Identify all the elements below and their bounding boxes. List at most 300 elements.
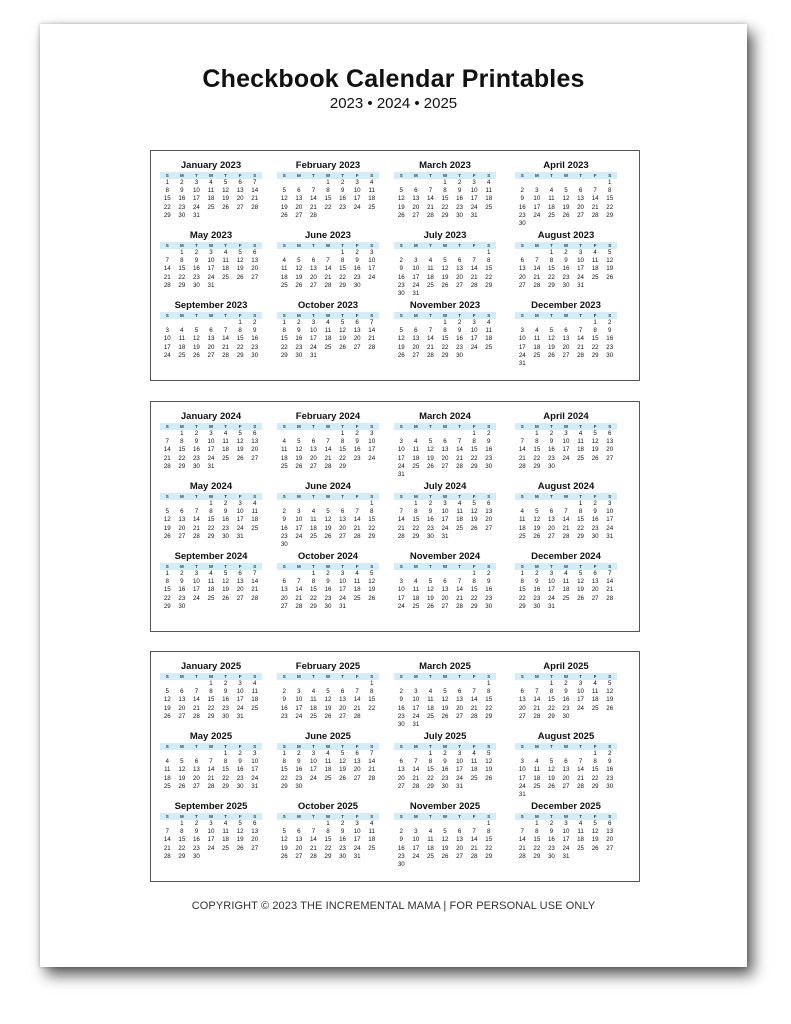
weekday-label: T: [458, 744, 461, 749]
day-cell: 23: [397, 281, 405, 289]
day-cell: 7: [399, 508, 403, 516]
day-cell: 7: [194, 508, 199, 516]
day-cell: 11: [368, 187, 375, 195]
weekday-label: T: [224, 814, 227, 819]
month-title: June 2025: [305, 731, 351, 742]
day-cell: 30: [441, 782, 449, 790]
day-cell: 30: [591, 532, 599, 540]
day-cell: 26: [547, 351, 555, 359]
day-grid: [515, 680, 617, 721]
empty-day-cell: [277, 570, 292, 578]
day-cell: 26: [339, 343, 346, 351]
day-cell: 8: [180, 438, 184, 446]
page-title: Checkbook Calendar Printables: [202, 65, 585, 93]
day-cell: 9: [549, 828, 554, 836]
day-cell: 29: [280, 782, 288, 790]
day-cell: 23: [280, 712, 288, 720]
weekday-label: M: [413, 424, 418, 429]
empty-day-cell: [321, 249, 336, 257]
day-cell: 31: [412, 720, 420, 728]
day-cell: 4: [593, 680, 597, 687]
day-cell: 20: [251, 265, 259, 273]
day-cell: 19: [295, 273, 303, 281]
day-cell: 17: [192, 195, 200, 203]
day-cell: 28: [456, 462, 463, 470]
weekday-label: T: [341, 494, 344, 499]
day-cell: 22: [533, 844, 541, 852]
month-calendar: [277, 229, 379, 290]
day-cell: 30: [178, 602, 186, 610]
day-cell: 19: [606, 265, 614, 273]
month-title: October 2025: [297, 801, 359, 812]
day-cell: 21: [533, 273, 541, 281]
day-grid: [394, 820, 496, 869]
day-cell: 20: [207, 343, 215, 351]
day-cell: 13: [236, 578, 244, 586]
day-cell: 3: [209, 820, 213, 827]
weekday-label: S: [165, 814, 169, 819]
day-cell: 15: [207, 516, 215, 524]
day-cell: 27: [178, 712, 186, 720]
day-grid: [515, 820, 617, 861]
day-cell: 20: [577, 203, 584, 211]
day-cell: 3: [520, 758, 524, 766]
day-cell: 11: [427, 696, 434, 704]
day-cell: 28: [470, 712, 478, 720]
day-cell: 7: [326, 438, 330, 446]
day-cell: 17: [470, 195, 478, 203]
day-cell: 18: [470, 766, 478, 774]
copyright-footer: COPYRIGHT © 2023 THE INCREMENTAL MAMA | FOR PERSONAL USE ONLY: [191, 900, 596, 912]
day-cell: 19: [441, 273, 449, 281]
day-cell: 16: [324, 586, 332, 594]
empty-day-cell: [530, 319, 545, 327]
day-cell: 16: [178, 195, 186, 203]
day-cell: 10: [412, 696, 420, 704]
day-cell: 12: [562, 195, 570, 203]
day-cell: 22: [236, 343, 244, 351]
weekday-label: F: [238, 313, 242, 318]
day-cell: 6: [607, 430, 612, 437]
month-title: July 2023: [423, 230, 467, 241]
weekday-label: M: [413, 173, 418, 178]
day-cell: 28: [591, 211, 599, 219]
day-cell: 13: [251, 828, 259, 836]
day-cell: 30: [606, 351, 614, 359]
day-cell: 25: [368, 844, 376, 852]
month-calendar: [160, 229, 262, 290]
day-cell: 8: [369, 508, 374, 516]
day-cell: 25: [426, 281, 434, 289]
day-cell: 20: [353, 335, 361, 343]
day-cell: 20: [606, 446, 614, 454]
day-cell: 27: [412, 211, 420, 219]
weekday-label: W: [208, 313, 214, 318]
day-cell: 1: [593, 319, 597, 326]
weekday-label: S: [520, 564, 524, 569]
day-cell: 19: [192, 343, 200, 351]
day-cell: 9: [194, 438, 199, 446]
day-cell: 6: [209, 327, 213, 335]
weekday-label: S: [370, 744, 374, 749]
day-cell: 18: [456, 516, 463, 524]
day-grid: [277, 179, 379, 220]
day-cell: 28: [518, 852, 526, 860]
day-cell: 19: [339, 335, 346, 343]
day-cell: 2: [520, 187, 524, 195]
day-cell: 23: [426, 524, 434, 532]
day-cell: 1: [486, 680, 491, 687]
day-cell: 17: [518, 343, 526, 351]
day-cell: 17: [533, 203, 541, 211]
weekday-label: T: [458, 424, 461, 429]
weekday-label: S: [253, 744, 257, 749]
day-cell: 13: [236, 187, 244, 195]
day-cell: 24: [547, 594, 555, 602]
empty-day-cell: [409, 820, 424, 828]
day-cell: 15: [606, 195, 614, 203]
day-cell: 12: [163, 696, 171, 704]
weekday-label: T: [195, 243, 198, 248]
empty-day-cell: [573, 750, 588, 758]
day-cell: 23: [236, 774, 244, 782]
weekday-label: S: [487, 173, 491, 178]
weekday-label: F: [593, 564, 597, 569]
day-cell: 25: [222, 844, 229, 852]
day-grid: [394, 179, 496, 220]
day-cell: 20: [397, 774, 405, 782]
year-block-2024: [150, 401, 640, 632]
day-cell: 24: [577, 704, 584, 712]
day-cell: 21: [577, 343, 584, 351]
day-cell: 30: [426, 532, 434, 540]
month-calendar: [515, 229, 617, 290]
day-cell: 4: [223, 430, 228, 437]
day-cell: 18: [426, 844, 434, 852]
day-cell: 13: [339, 696, 346, 704]
day-cell: 24: [236, 704, 244, 712]
month-calendar: [515, 159, 617, 228]
weekday-label: T: [224, 744, 227, 749]
empty-day-cell: [277, 500, 292, 508]
day-cell: 20: [309, 454, 317, 462]
day-cell: 10: [397, 446, 405, 454]
day-cell: 24: [533, 211, 541, 219]
day-cell: 18: [412, 454, 420, 462]
day-cell: 8: [443, 187, 447, 195]
day-cell: 10: [309, 758, 317, 766]
day-cell: 24: [518, 351, 526, 359]
day-cell: 16: [547, 836, 555, 844]
empty-day-cell: [160, 430, 175, 438]
day-cell: 21: [163, 844, 171, 852]
weekday-label: T: [195, 494, 198, 499]
day-cell: 17: [441, 516, 449, 524]
day-cell: 6: [340, 688, 345, 696]
weekday-label: F: [593, 744, 597, 749]
day-cell: 16: [441, 766, 449, 774]
day-cell: 2: [194, 430, 199, 437]
day-cell: 1: [535, 820, 539, 827]
day-cell: 12: [339, 327, 346, 335]
day-cell: 27: [397, 782, 405, 790]
day-cell: 5: [282, 828, 286, 836]
empty-day-cell: [394, 570, 409, 578]
day-cell: 24: [412, 712, 420, 720]
day-cell: 14: [353, 696, 361, 704]
day-cell: 24: [562, 844, 570, 852]
weekday-label: S: [608, 814, 612, 819]
day-cell: 22: [485, 844, 493, 852]
day-cell: 12: [368, 578, 376, 586]
day-cell: 17: [412, 844, 420, 852]
weekday-label: W: [442, 674, 448, 679]
weekday-label: T: [224, 243, 227, 248]
weekday-label: T: [312, 313, 315, 318]
day-cell: 4: [223, 820, 228, 827]
day-cell: 14: [591, 195, 599, 203]
weekday-label: S: [253, 173, 257, 178]
day-cell: 6: [414, 187, 418, 195]
year-block-2025: [150, 651, 640, 882]
day-cell: 25: [518, 532, 526, 540]
empty-day-cell: [204, 319, 219, 327]
weekday-label: S: [370, 674, 374, 679]
weekday-label: S: [520, 674, 524, 679]
day-cell: 27: [591, 594, 599, 602]
weekday-label: W: [325, 674, 331, 679]
weekday-label: M: [413, 243, 418, 248]
day-cell: 3: [297, 508, 301, 516]
day-cell: 20: [192, 774, 200, 782]
day-cell: 8: [520, 578, 524, 586]
day-cell: 12: [397, 335, 405, 343]
day-cell: 15: [441, 335, 449, 343]
day-cell: 5: [223, 570, 228, 577]
day-cell: 3: [457, 750, 462, 757]
day-cell: 1: [428, 750, 433, 757]
day-cell: 16: [547, 446, 555, 454]
day-cell: 11: [548, 195, 555, 203]
day-cell: 10: [353, 187, 361, 195]
day-cell: 9: [194, 257, 199, 265]
day-cell: 17: [163, 343, 171, 351]
day-cell: 19: [441, 844, 449, 852]
month-title: June 2024: [305, 481, 351, 492]
day-cell: 8: [414, 508, 418, 516]
day-cell: 17: [606, 516, 614, 524]
day-cell: 5: [238, 820, 242, 827]
weekday-label: T: [579, 744, 582, 749]
weekday-label: T: [550, 424, 553, 429]
day-cell: 18: [178, 343, 186, 351]
day-cell: 11: [591, 257, 599, 265]
day-cell: 19: [470, 516, 478, 524]
weekday-label: M: [296, 243, 301, 248]
day-cell: 29: [485, 712, 493, 720]
day-cell: 29: [309, 602, 317, 610]
weekday-label: W: [442, 313, 448, 318]
empty-day-cell: [175, 750, 190, 758]
day-cell: 29: [547, 712, 555, 720]
day-cell: 12: [606, 257, 614, 265]
weekday-label: T: [312, 814, 315, 819]
day-cell: 30: [324, 602, 332, 610]
day-cell: 13: [456, 265, 463, 273]
weekday-label: S: [487, 674, 491, 679]
day-cell: 1: [326, 179, 330, 186]
day-cell: 5: [607, 680, 612, 687]
day-cell: 4: [428, 688, 433, 696]
day-cell: 21: [251, 586, 259, 594]
empty-day-cell: [321, 500, 336, 508]
day-cell: 22: [591, 774, 599, 782]
day-cell: 13: [207, 335, 215, 343]
day-cell: 20: [178, 704, 186, 712]
day-cell: 6: [238, 179, 242, 186]
weekday-label: W: [442, 173, 448, 178]
day-cell: 18: [280, 273, 288, 281]
printable-page: [40, 24, 747, 967]
weekday-label: F: [238, 243, 242, 248]
day-cell: 6: [399, 758, 403, 766]
day-cell: 22: [485, 273, 493, 281]
day-cell: 28: [207, 782, 215, 790]
day-cell: 3: [443, 500, 447, 507]
day-cell: 27: [456, 281, 463, 289]
weekday-label: T: [312, 564, 315, 569]
day-cell: 23: [562, 273, 570, 281]
day-cell: 29: [591, 782, 599, 790]
day-cell: 25: [547, 211, 555, 219]
day-cell: 11: [456, 508, 463, 516]
day-cell: 6: [180, 508, 184, 516]
empty-day-cell: [530, 680, 545, 688]
empty-day-cell: [277, 179, 292, 187]
day-cell: 21: [295, 594, 303, 602]
day-cell: 31: [518, 790, 526, 798]
weekday-label: S: [282, 814, 286, 819]
day-cell: 14: [577, 335, 584, 343]
day-cell: 6: [311, 257, 316, 265]
day-cell: 23: [339, 844, 346, 852]
day-cell: 21: [456, 594, 463, 602]
day-cell: 21: [591, 203, 599, 211]
weekday-label: T: [195, 313, 198, 318]
weekday-label: S: [253, 814, 257, 819]
weekday-label: F: [593, 313, 597, 318]
day-cell: 2: [428, 500, 433, 507]
weekday-label: W: [325, 494, 331, 499]
day-cell: 30: [339, 852, 346, 860]
empty-day-cell: [335, 680, 350, 688]
day-cell: 18: [547, 203, 555, 211]
day-cell: 13: [295, 836, 303, 844]
day-cell: 1: [223, 750, 228, 757]
day-cell: 8: [340, 438, 345, 446]
day-cell: 2: [399, 257, 403, 265]
day-cell: 15: [324, 836, 332, 844]
weekday-header-row: [277, 242, 379, 249]
weekday-header-row: [394, 673, 496, 680]
empty-day-cell: [544, 319, 559, 327]
day-cell: 31: [441, 532, 449, 540]
day-cell: 11: [412, 446, 420, 454]
weekday-label: T: [224, 674, 227, 679]
day-grid: [277, 820, 379, 861]
day-cell: 16: [280, 704, 288, 712]
day-cell: 15: [207, 696, 215, 704]
day-cell: 27: [280, 602, 288, 610]
day-cell: 8: [535, 438, 539, 446]
day-cell: 23: [547, 844, 555, 852]
day-cell: 7: [472, 688, 476, 696]
day-cell: 17: [207, 265, 215, 273]
day-cell: 8: [209, 508, 213, 516]
day-cell: 6: [340, 508, 345, 516]
day-cell: 13: [562, 766, 570, 774]
day-cell: 16: [295, 766, 303, 774]
day-cell: 1: [369, 500, 374, 507]
day-cell: 13: [456, 836, 463, 844]
day-cell: 9: [443, 758, 447, 766]
day-cell: 14: [192, 696, 200, 704]
day-cell: 3: [238, 500, 242, 507]
weekday-label: W: [208, 424, 214, 429]
day-cell: 27: [251, 844, 259, 852]
day-cell: 26: [441, 852, 449, 860]
day-cell: 29: [518, 602, 526, 610]
weekday-header-row: [160, 242, 262, 249]
day-cell: 24: [192, 203, 200, 211]
weekday-label: W: [442, 564, 448, 569]
day-cell: 14: [397, 516, 405, 524]
weekday-label: F: [593, 494, 597, 499]
weekday-label: F: [238, 744, 242, 749]
day-cell: 23: [562, 704, 570, 712]
month-calendar: [160, 410, 262, 471]
day-cell: 19: [577, 586, 584, 594]
day-cell: 1: [282, 319, 286, 326]
day-cell: 20: [441, 594, 449, 602]
month-calendar: [277, 550, 379, 611]
day-cell: 22: [441, 203, 449, 211]
day-cell: 3: [355, 179, 359, 186]
day-cell: 25: [280, 462, 288, 470]
day-cell: 19: [591, 446, 599, 454]
day-cell: 9: [607, 327, 612, 335]
empty-day-cell: [394, 500, 409, 508]
empty-day-cell: [573, 319, 588, 327]
weekday-label: M: [296, 313, 301, 318]
day-cell: 22: [547, 273, 555, 281]
weekday-header-row: [515, 423, 617, 430]
empty-day-cell: [409, 319, 424, 327]
day-cell: 16: [456, 335, 463, 343]
day-cell: 25: [485, 343, 493, 351]
empty-day-cell: [292, 500, 307, 508]
day-cell: 17: [562, 836, 570, 844]
weekday-label: S: [253, 564, 257, 569]
day-cell: 25: [222, 454, 229, 462]
day-cell: 12: [470, 508, 478, 516]
empty-day-cell: [515, 820, 530, 828]
empty-day-cell: [423, 319, 438, 327]
weekday-header-row: [515, 673, 617, 680]
empty-day-cell: [530, 750, 545, 758]
day-cell: 12: [547, 335, 555, 343]
day-cell: 29: [178, 852, 186, 860]
